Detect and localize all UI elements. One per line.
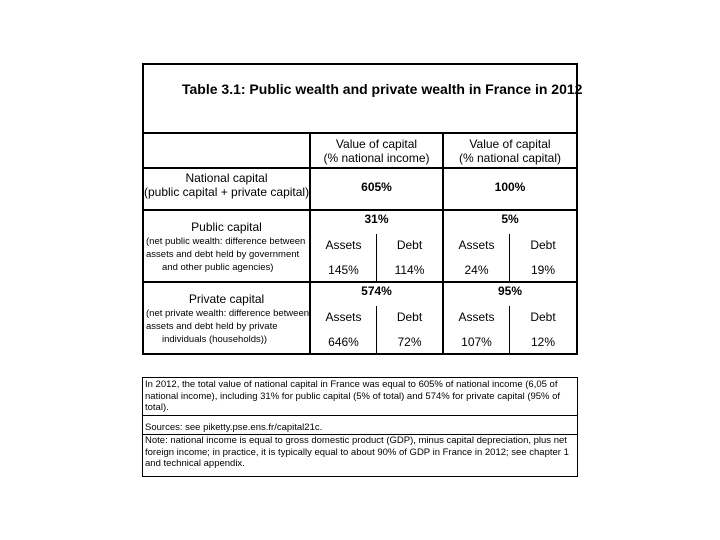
private-capital-assets-value: 107%: [461, 335, 492, 349]
private-income-debt-label: Debt: [396, 310, 423, 324]
column-header-income: [311, 138, 442, 166]
column-header-capital: [444, 138, 576, 166]
row-label-national: [144, 172, 309, 200]
row-label-national-line2: (public capital + private capital): [144, 184, 310, 199]
private-capital-debt-value: 12%: [530, 335, 556, 349]
national-capital-value: 100%: [494, 180, 526, 194]
column-header-capital-line1: Value of capital: [469, 137, 551, 151]
row-desc-public-line2: assets and debt held by government: [146, 248, 300, 260]
public-income-assets-label: Assets: [325, 238, 362, 252]
private-income-debt-value: 72%: [397, 335, 422, 349]
summary-note: In 2012, the total value of national capital in France was equal to 605% of national income (6,05 of national income), including 31% for public capital (5% of total) and 574% for private capital (95% of total).: [145, 379, 561, 414]
row-desc-private-line3: individuals (households)): [162, 333, 268, 345]
public-income-assets-value: 145%: [328, 263, 359, 277]
public-capital-debt-value: 19%: [530, 263, 556, 277]
row-label-national-line1: National capital: [185, 171, 268, 185]
private-income-total: 574%: [361, 284, 392, 298]
divider-below-header: [144, 167, 576, 169]
column-header-income-line1: Value of capital: [335, 137, 418, 151]
column-header-income-line2: (% national income): [323, 150, 430, 165]
private-capital-assets-label: Assets: [458, 310, 495, 324]
row-label-private: Private capital: [188, 292, 265, 306]
notes-box: [142, 377, 578, 477]
wealth-table: [142, 63, 583, 355]
row-label-public: Public capital: [191, 220, 262, 234]
column-header-capital-line2: (% national capital): [458, 150, 562, 165]
private-capital-debt-label: Debt: [530, 310, 556, 324]
divider-below-title: [144, 132, 576, 134]
divider-below-national: [144, 209, 576, 211]
divider-below-public: [144, 281, 576, 283]
sources-note: Sources: see piketty.pse.ens.fr/capital21c.: [145, 422, 323, 433]
national-income-value: 605%: [361, 180, 392, 194]
row-desc-public-line3: and other public agencies): [162, 261, 274, 273]
public-capital-debt-label: Debt: [530, 238, 556, 252]
row-desc-private-line2: assets and debt held by private: [146, 320, 278, 332]
row-desc-private-line1: (net private wealth: difference between: [146, 308, 310, 319]
table-title: Table 3.1: Public wealth and private wealth in France in 2012: [182, 81, 583, 97]
private-income-assets-value: 646%: [328, 335, 359, 349]
public-income-debt-value: 114%: [394, 263, 425, 277]
row-desc-public-line1: (net public wealth: difference between: [146, 236, 306, 247]
public-income-total: 31%: [364, 212, 389, 226]
private-capital-total: 95%: [497, 284, 523, 298]
row-desc-private: [146, 308, 309, 346]
public-capital-total: 5%: [501, 212, 519, 226]
public-income-debt-label: Debt: [396, 238, 423, 252]
private-income-assets-label: Assets: [325, 310, 362, 324]
public-capital-assets-value: 24%: [464, 263, 489, 277]
notes-divider-1: [143, 415, 577, 416]
footnote: Note: national income is equal to gross domestic product (GDP), minus capital depreciation, plus net foreign income; in practice, it is typically equal to about 90% of GDP in France in 2012; see chapter 1 and technical appendix.: [145, 435, 569, 470]
public-capital-assets-label: Assets: [458, 238, 495, 252]
row-desc-public: [146, 236, 305, 274]
